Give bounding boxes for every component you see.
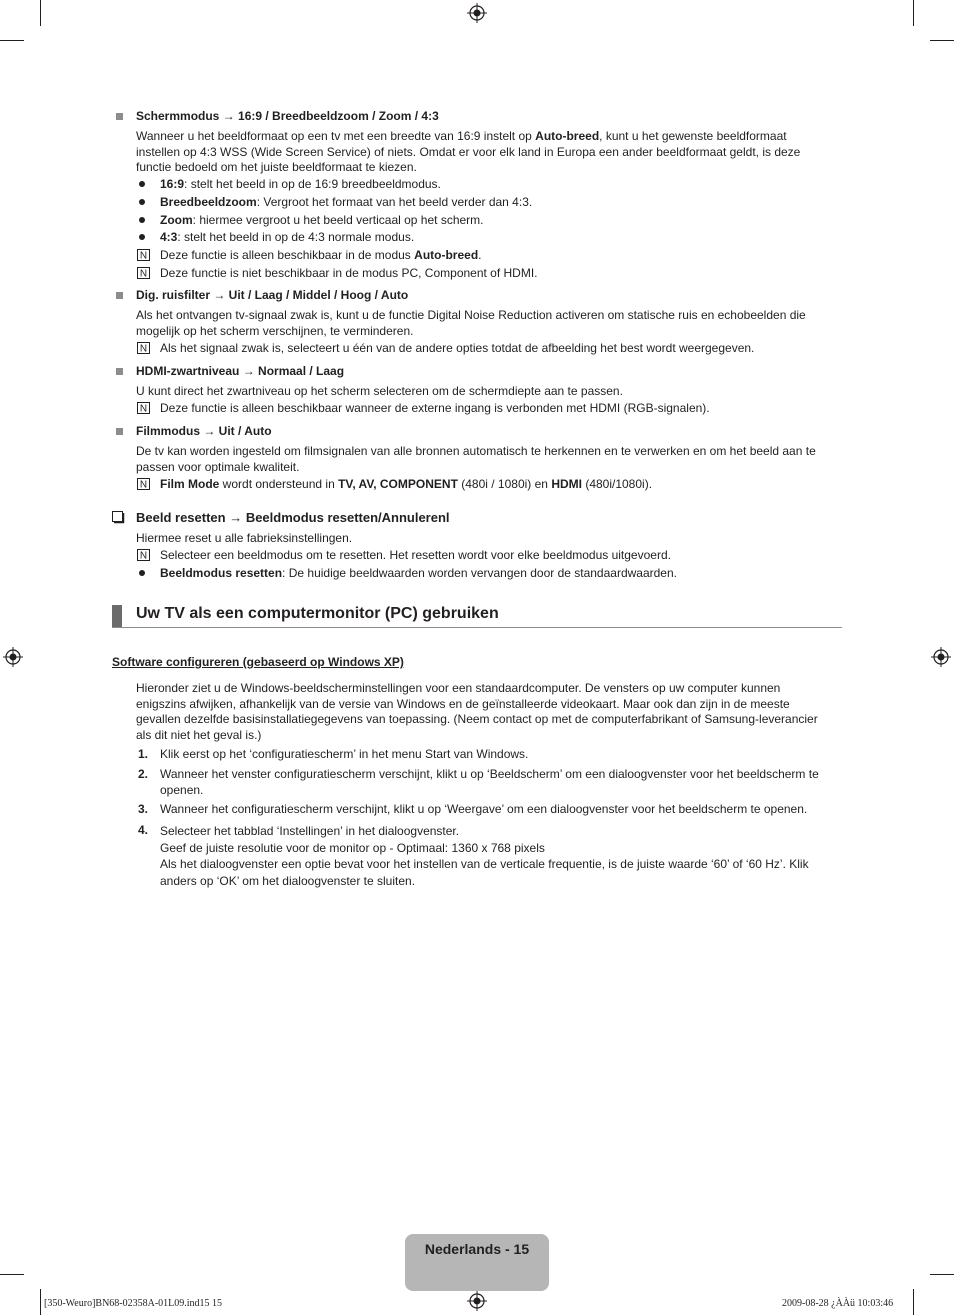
section-divider <box>112 627 842 628</box>
ruisfilter-text: Als het ontvangen tv-signaal zwak is, kunt u de functie Digital Noise Reduction activeren om statische ruis en echobeelden die mogelijk op het scherm verschijnen, te verminderen. <box>136 308 806 338</box>
note-icon <box>137 267 150 279</box>
step-number: 2. <box>138 767 149 781</box>
subsection-title: Software configureren (gebaseerd op Windows XP) <box>112 655 404 669</box>
step-text: Selecteer het tabblad ‘Instellingen’ in het dialoogvenster. Geef de juiste resolutie voor de monitor op - Optimaal: 1360 x 768 pixels Als het dialoogvenster een optie bevat voor het instellen van de verticale frequentie, is de juiste waarde ‘60’ of ‘60 Hz’. Klik anders op ‘OK’ om het dialoogvenster te sluiten. <box>160 824 809 888</box>
note-icon <box>137 402 150 414</box>
step-number: 1. <box>138 747 149 761</box>
svg-text:N: N <box>139 550 148 561</box>
filmmodus-title: Filmmodus → Uit / Auto <box>136 424 272 438</box>
square-bullet-icon <box>116 428 123 435</box>
page-number: Nederlands - 15 <box>424 1241 530 1257</box>
step-text: Wanneer het configuratiescherm verschijnt, klikt u op ‘Weergave’ om een dialoogvenster voor het beeldscherm te openen. <box>160 802 808 816</box>
beeld-resetten-title: Beeld resetten → Beeldmodus resetten/Annulerenl <box>136 510 450 525</box>
svg-text:N: N <box>139 403 148 414</box>
svg-text:N: N <box>139 250 148 261</box>
square-bullet-icon <box>116 292 123 299</box>
list-item: Beeldmodus resetten: De huidige beeldwaarden worden vervangen door de standaardwaarden. <box>160 566 677 580</box>
hdmi-zwartniveau-title: HDMI-zwartniveau → Normaal / Laag <box>136 364 345 378</box>
note-text: Deze functie is niet beschikbaar in de modus PC, Component of HDMI. <box>160 266 538 280</box>
beeld-resetten-text: Hiermee reset u alle fabrieksinstellingen. <box>136 531 353 545</box>
section-intro: Hieronder ziet u de Windows-beeldscherminstellingen voor een standaardcomputer. De vensters op uw computer kunnen enigszins afwijken, afhankelijk van de versie van Windows en de geïnstalleerde videokaart. Maar ook dan zijn in de meeste gevallen dezelfde basisinstallatiegegevens van toepassing. (Neem contact op met de computerfabrikant of Samsung-leverancier als dit niet het geval is.) <box>136 681 818 742</box>
ruisfilter-title: Dig. ruisfilter → Uit / Laag / Middel / Hoog / Auto <box>136 288 409 302</box>
step-number: 4. <box>138 823 149 837</box>
note-icon <box>137 478 150 490</box>
filmmodus-text: De tv kan worden ingesteld om filmsignalen van alle bronnen automatisch te herkennen en te verwerken en om het beeld aan te passen voor optimale kwaliteit. <box>136 444 816 474</box>
svg-text:N: N <box>139 268 148 279</box>
note-icon <box>137 249 150 261</box>
list-item: 16:9: stelt het beeld in op de 16:9 breedbeeldmodus. <box>160 177 441 191</box>
crop-mark <box>913 0 914 26</box>
footer-right: 2009-08-28 ¿ÀÀü 10:03:46 <box>782 1298 894 1309</box>
list-item: Breedbeeldzoom: Vergroot het formaat van het beeld verder dan 4:3. <box>160 195 533 209</box>
hdmi-zwartniveau-text: U kunt direct het zwartniveau op het scherm selecteren om de schermdiepte aan te passen. <box>136 384 623 398</box>
crop-mark <box>930 40 954 41</box>
schermmodus-text: Wanneer u het beeldformaat op een tv met een breedte van 16:9 instelt op Auto-breed, kunt u het gewenste beeldformaat instellen op 4:3 WSS (Wide Screen Service) of niets. Omdat er voor elk land in Europa een ander beeldformaat geldt, is deze functie bedoeld om het juiste beeldformaat te kiezen. <box>136 129 801 174</box>
note-text: Film Mode wordt ondersteund in TV, AV, COMPONENT (480i / 1080i) en HDMI (480i/1080i). <box>160 477 653 491</box>
page-number-badge <box>405 1234 549 1291</box>
registration-mark-icon <box>931 647 951 667</box>
list-item: Zoom: hiermee vergroot u het beeld verticaal op het scherm. <box>160 213 484 227</box>
section-marker <box>112 605 122 627</box>
round-bullet-icon <box>139 199 145 205</box>
svg-text:N: N <box>139 343 148 354</box>
note-icon <box>137 342 150 354</box>
checkbox-icon <box>112 511 125 524</box>
note-icon <box>137 549 150 561</box>
crop-mark <box>0 40 24 41</box>
schermmodus-title: Schermmodus → 16:9 / Breedbeeldzoom / Zoom / 4:3 <box>136 109 439 123</box>
note-text: Als het signaal zwak is, selecteert u één van de andere opties totdat de afbeelding het best wordt weergegeven. <box>160 341 755 355</box>
registration-mark-icon <box>467 1291 487 1311</box>
section-title: Uw TV als een computermonitor (PC) gebruiken <box>136 605 499 622</box>
note-text: Selecteer een beeldmodus om te resetten. Het resetten wordt voor elke beeldmodus uitgevoerd. <box>160 548 671 562</box>
crop-mark <box>0 1274 24 1275</box>
note-text: Deze functie is alleen beschikbaar in de modus Auto-breed. <box>160 248 482 262</box>
step-text: Klik eerst op het ‘configuratiescherm’ in het menu Start van Windows. <box>160 747 529 761</box>
registration-mark-icon <box>467 3 487 23</box>
registration-mark-icon <box>3 647 23 667</box>
round-bullet-icon <box>139 217 145 223</box>
svg-text:N: N <box>139 479 148 490</box>
step-text: Wanneer het venster configuratiescherm verschijnt, klikt u op ‘Beeldscherm’ om een dialoogvenster voor het beeldscherm te openen. <box>160 767 819 797</box>
round-bullet-icon <box>139 234 145 240</box>
crop-mark <box>913 1289 914 1315</box>
footer-left: [350-Weuro]BN68-02358A-01L09.ind15 15 <box>44 1298 223 1309</box>
list-item: 4:3: stelt het beeld in op de 4:3 normale modus. <box>160 230 415 244</box>
crop-mark <box>40 1289 41 1315</box>
step-number: 3. <box>138 802 149 816</box>
crop-mark <box>930 1274 954 1275</box>
crop-mark <box>40 0 41 26</box>
round-bullet-icon <box>139 570 145 576</box>
note-text: Deze functie is alleen beschikbaar wanneer de externe ingang is verbonden met HDMI (RGB-signalen). <box>160 401 710 415</box>
round-bullet-icon <box>139 181 145 187</box>
square-bullet-icon <box>116 113 123 120</box>
square-bullet-icon <box>116 368 123 375</box>
